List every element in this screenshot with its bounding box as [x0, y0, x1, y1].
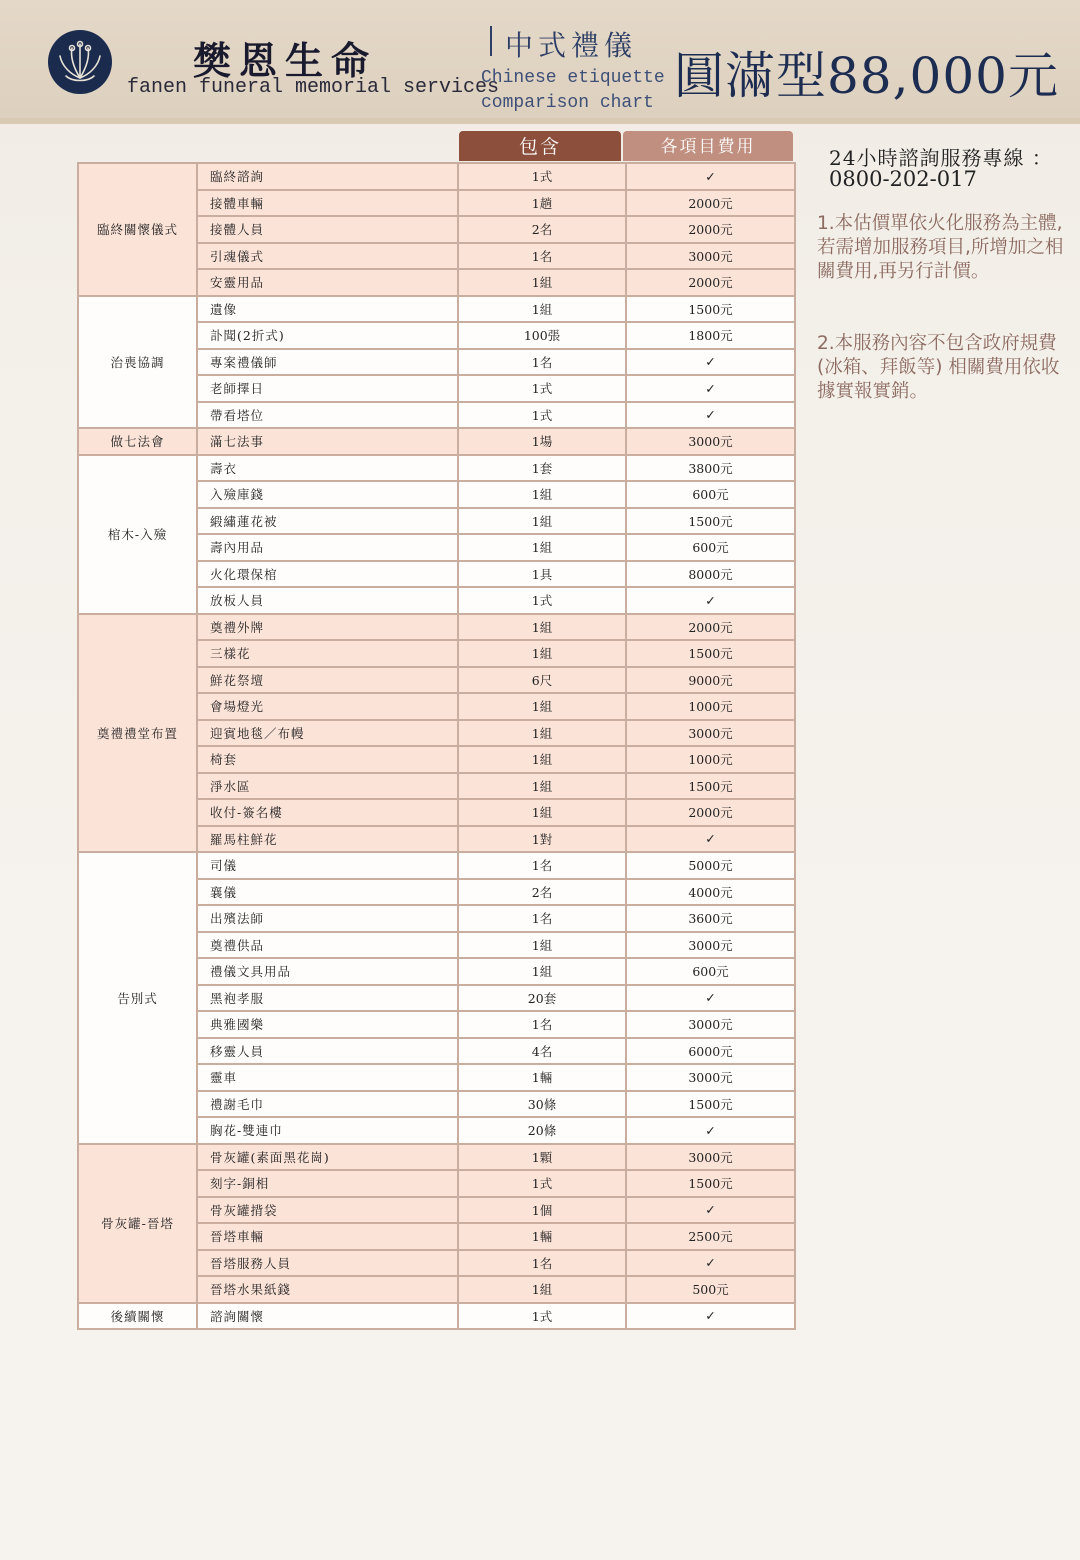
item-cell: 遺像	[197, 296, 458, 323]
item-cell: 骨灰罐(素面黑花崗)	[197, 1144, 458, 1171]
item-cell: 刻字-銅相	[197, 1170, 458, 1197]
quantity-cell: 1個	[458, 1197, 626, 1224]
price-cell: ✓	[626, 1197, 795, 1224]
price-cell: 3000元	[626, 428, 795, 455]
note-government-fees: 2.本服務內容不包含政府規費(冰箱、拜飯等) 相關費用依收據實報實銷。	[817, 333, 1060, 402]
price-cell: ✓	[626, 826, 795, 853]
price-cell: ✓	[626, 375, 795, 402]
item-cell: 禮謝毛巾	[197, 1091, 458, 1118]
price-cell: 1000元	[626, 693, 795, 720]
price-cell: 2000元	[626, 269, 795, 296]
quantity-cell: 1組	[458, 932, 626, 959]
quantity-cell: 1組	[458, 296, 626, 323]
hotline-label: 24小時諮詢服務專線 ：	[829, 146, 1053, 170]
quantity-cell: 1名	[458, 852, 626, 879]
item-cell: 奠禮供品	[197, 932, 458, 959]
quantity-cell: 6尺	[458, 667, 626, 694]
quantity-cell: 1顆	[458, 1144, 626, 1171]
item-cell: 羅馬柱鮮花	[197, 826, 458, 853]
etiquette-title-cn: 中式禮儀	[505, 29, 638, 62]
price-cell: 2000元	[626, 799, 795, 826]
quantity-cell: 2名	[458, 216, 626, 243]
quantity-cell: 20套	[458, 985, 626, 1012]
quantity-cell: 1輛	[458, 1064, 626, 1091]
price-cell: 2000元	[626, 614, 795, 641]
price-cell: 2500元	[626, 1223, 795, 1250]
item-cell: 壽衣	[197, 455, 458, 482]
category-cell: 治喪協調	[78, 296, 197, 429]
item-cell: 黑袍孝服	[197, 985, 458, 1012]
item-cell: 安靈用品	[197, 269, 458, 296]
item-cell: 迎賓地毯／布幔	[197, 720, 458, 747]
price-cell: ✓	[626, 402, 795, 429]
item-cell: 會場燈光	[197, 693, 458, 720]
price-cell: ✓	[626, 985, 795, 1012]
quantity-cell: 4名	[458, 1038, 626, 1065]
price-cell: ✓	[626, 1250, 795, 1277]
item-cell: 晉塔車輛	[197, 1223, 458, 1250]
quantity-cell: 1式	[458, 1170, 626, 1197]
quantity-cell: 1式	[458, 375, 626, 402]
item-cell: 入殮庫錢	[197, 481, 458, 508]
quantity-cell: 1組	[458, 614, 626, 641]
quantity-cell: 1名	[458, 1250, 626, 1277]
price-cell: 3000元	[626, 1064, 795, 1091]
quantity-cell: 1名	[458, 905, 626, 932]
quantity-cell: 1場	[458, 428, 626, 455]
quantity-cell: 1式	[458, 1303, 626, 1330]
item-cell: 奠禮外牌	[197, 614, 458, 641]
category-cell: 棺木-入殮	[78, 455, 197, 614]
quantity-cell: 1名	[458, 1011, 626, 1038]
price-cell: 3000元	[626, 932, 795, 959]
table-row	[78, 614, 795, 641]
item-cell: 接體車輛	[197, 190, 458, 217]
price-cell: 6000元	[626, 1038, 795, 1065]
plan-title: 圓滿型88,000元	[674, 47, 1059, 105]
quantity-cell: 30條	[458, 1091, 626, 1118]
table-row	[78, 1303, 795, 1330]
item-cell: 火化環保棺	[197, 561, 458, 588]
quantity-cell: 1組	[458, 746, 626, 773]
item-cell: 放板人員	[197, 587, 458, 614]
item-cell: 骨灰罐揹袋	[197, 1197, 458, 1224]
price-cell: 1500元	[626, 508, 795, 535]
quantity-cell: 1式	[458, 163, 626, 190]
etiquette-title-en	[481, 66, 665, 116]
item-cell: 訃聞(2折式)	[197, 322, 458, 349]
price-cell: 1500元	[626, 1091, 795, 1118]
hotline-number: 0800-202-017	[829, 167, 977, 191]
price-cell: 3000元	[626, 1011, 795, 1038]
price-table	[77, 162, 796, 1330]
quantity-cell: 1組	[458, 508, 626, 535]
price-cell: 2000元	[626, 190, 795, 217]
item-cell: 胸花-雙連巾	[197, 1117, 458, 1144]
quantity-cell: 20條	[458, 1117, 626, 1144]
brand-name-cn: 樊恩生命	[193, 39, 378, 83]
price-cell: 600元	[626, 958, 795, 985]
price-cell: 500元	[626, 1276, 795, 1303]
item-cell: 晉塔服務人員	[197, 1250, 458, 1277]
quantity-cell: 1組	[458, 799, 626, 826]
table-row	[78, 852, 795, 879]
price-table-body	[78, 163, 795, 1329]
price-cell: 5000元	[626, 852, 795, 879]
item-cell: 三樣花	[197, 640, 458, 667]
brand-name-en: fanen funeral memorial services	[127, 76, 500, 99]
item-cell: 專案禮儀師	[197, 349, 458, 376]
quantity-cell: 1式	[458, 587, 626, 614]
price-cell: ✓	[626, 349, 795, 376]
quantity-cell: 1趟	[458, 190, 626, 217]
table-row	[78, 455, 795, 482]
item-cell: 淨水區	[197, 773, 458, 800]
quantity-cell: 1套	[458, 455, 626, 482]
price-cell: ✓	[626, 1117, 795, 1144]
item-cell: 壽內用品	[197, 534, 458, 561]
item-cell: 出殯法師	[197, 905, 458, 932]
lotus-logo-icon	[48, 30, 112, 94]
item-cell: 帶看塔位	[197, 402, 458, 429]
item-cell: 臨終諮詢	[197, 163, 458, 190]
price-cell: 2000元	[626, 216, 795, 243]
quantity-cell: 1名	[458, 243, 626, 270]
quantity-cell: 2名	[458, 879, 626, 906]
quantity-cell: 1組	[458, 773, 626, 800]
etiquette-subtitle-line2: comparison chart	[481, 93, 654, 113]
item-cell: 收付-簽名樓	[197, 799, 458, 826]
category-cell: 告別式	[78, 852, 197, 1144]
price-cell: 600元	[626, 534, 795, 561]
category-cell: 做七法會	[78, 428, 197, 455]
price-cell: ✓	[626, 163, 795, 190]
price-cell: 9000元	[626, 667, 795, 694]
item-cell: 滿七法事	[197, 428, 458, 455]
price-cell: 600元	[626, 481, 795, 508]
etiquette-subtitle-line1: Chinese etiquette	[481, 68, 665, 88]
price-cell: ✓	[626, 1303, 795, 1330]
item-cell: 禮儀文具用品	[197, 958, 458, 985]
price-cell: 3600元	[626, 905, 795, 932]
quantity-cell: 1名	[458, 349, 626, 376]
header-banner	[0, 0, 1080, 124]
price-cell: 3000元	[626, 720, 795, 747]
quantity-cell: 1組	[458, 693, 626, 720]
category-cell: 後續關懷	[78, 1303, 197, 1330]
item-cell: 移靈人員	[197, 1038, 458, 1065]
price-cell: 3000元	[626, 1144, 795, 1171]
item-cell: 接體人員	[197, 216, 458, 243]
item-cell: 鮮花祭壇	[197, 667, 458, 694]
item-cell: 諮詢關懷	[197, 1303, 458, 1330]
item-cell: 靈車	[197, 1064, 458, 1091]
quantity-cell: 1組	[458, 720, 626, 747]
price-cell: 1800元	[626, 322, 795, 349]
quantity-cell: 1輛	[458, 1223, 626, 1250]
quantity-cell: 100張	[458, 322, 626, 349]
price-cell: 1500元	[626, 773, 795, 800]
item-cell: 引魂儀式	[197, 243, 458, 270]
quantity-cell: 1組	[458, 481, 626, 508]
table-row	[78, 1144, 795, 1171]
quantity-cell: 1組	[458, 269, 626, 296]
price-cell: 1500元	[626, 640, 795, 667]
price-cell: 8000元	[626, 561, 795, 588]
item-cell: 緞繡蓮花被	[197, 508, 458, 535]
price-cell: 3000元	[626, 243, 795, 270]
price-cell: 1500元	[626, 1170, 795, 1197]
item-cell: 典雅國樂	[197, 1011, 458, 1038]
table-row	[78, 296, 795, 323]
quantity-cell: 1式	[458, 402, 626, 429]
quantity-cell: 1組	[458, 640, 626, 667]
price-cell: 3800元	[626, 455, 795, 482]
quantity-cell: 1組	[458, 534, 626, 561]
table-row	[78, 163, 795, 190]
note-cremation: 1.本估價單依火化服務為主體,若需增加服務項目,所增加之相關費用,再另行計價。	[817, 213, 1064, 282]
price-cell: ✓	[626, 587, 795, 614]
quantity-cell: 1具	[458, 561, 626, 588]
column-header-include: 包含	[459, 131, 621, 161]
item-cell: 椅套	[197, 746, 458, 773]
column-header-cost: 各項目費用	[623, 131, 793, 161]
item-cell: 晉塔水果紙錢	[197, 1276, 458, 1303]
item-cell: 司儀	[197, 852, 458, 879]
table-row	[78, 428, 795, 455]
category-cell: 臨終關懷儀式	[78, 163, 197, 296]
item-cell: 襄儀	[197, 879, 458, 906]
item-cell: 老師擇日	[197, 375, 458, 402]
category-cell: 奠禮禮堂布置	[78, 614, 197, 853]
quantity-cell: 1組	[458, 1276, 626, 1303]
price-cell: 1000元	[626, 746, 795, 773]
price-cell: 1500元	[626, 296, 795, 323]
category-cell: 骨灰罐-晉塔	[78, 1144, 197, 1303]
title-divider	[490, 26, 492, 56]
price-cell: 4000元	[626, 879, 795, 906]
quantity-cell: 1組	[458, 958, 626, 985]
quantity-cell: 1對	[458, 826, 626, 853]
